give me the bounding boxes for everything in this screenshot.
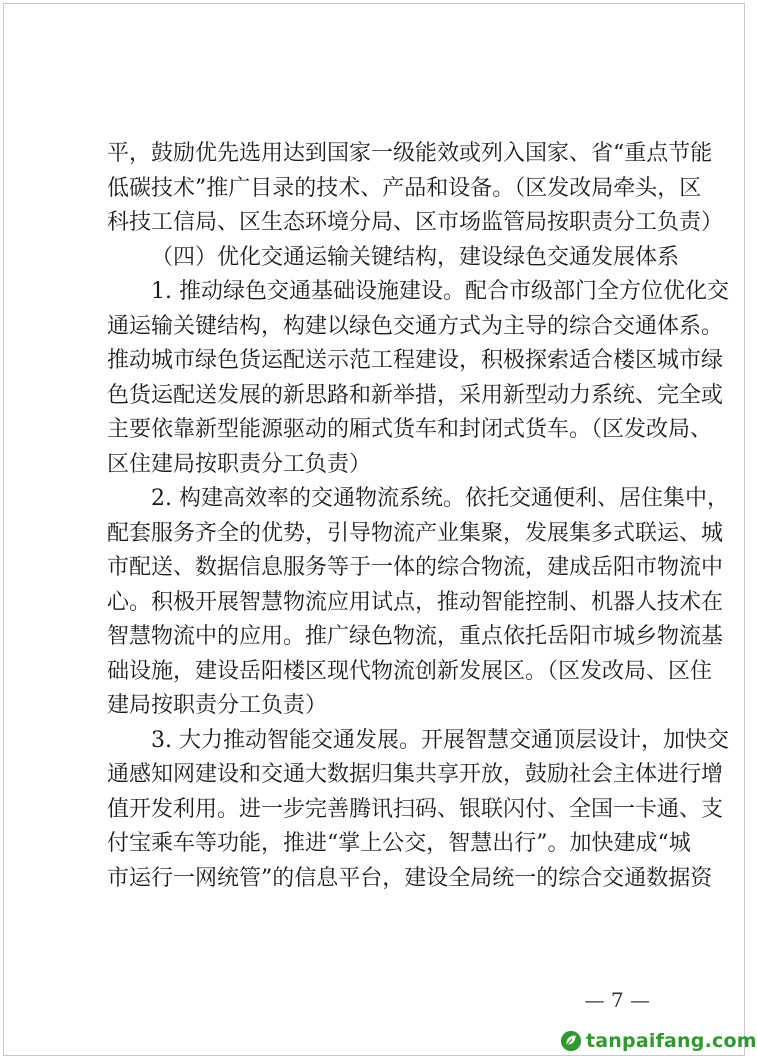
text-line: 通感知网建设和交通大数据归集共享开放，鼓励社会主体进行增: [107, 762, 724, 787]
text-line: 科技工信局、区生态环境分局、区市场监管局按职责分工负责）: [107, 210, 724, 235]
text-line: 智慧物流中的应用。推广绿色物流，重点依托岳阳市城乡物流基: [107, 624, 724, 649]
text-line: 配套服务齐全的优势，引导物流产业集聚，发展集多式联运、城: [107, 520, 724, 546]
text-line: 建局按职责分工负责）: [107, 693, 328, 718]
text-line: 通运输关键结构，构建以绿色交通方式为主导的综合交通体系。: [107, 313, 724, 339]
text-line: 市运行一网统管”的信息平台，建设全局统一的综合交通数据资: [107, 865, 713, 891]
text-line: 低碳技术”推广目录的技术、产品和设备。（区发改局牵头，区: [107, 175, 702, 201]
text-line: 色货运配送发展的新思路和新举措，采用新型动力系统、完全或: [107, 382, 724, 408]
text-line: 推动城市绿色货运配送示范工程建设，积极探索适合楼区城市绿: [107, 348, 724, 373]
text-line: 1. 推动绿色交通基础设施建设。配合市级部门全方位优化交: [151, 279, 729, 304]
text-line: 主要依靠新型能源驱动的厢式货车和封闭式货车。（区发改局、: [107, 417, 713, 442]
text-line: 付宝乘车等功能，推进“掌上公交，智慧出行”。加快建成“城: [107, 831, 691, 856]
section-heading: （四）优化交通运输关键结构，建设绿色交通发展体系: [151, 244, 680, 270]
text-line: 心。积极开展智慧物流应用试点，推动智能控制、机器人技术在: [107, 589, 724, 615]
text-line: 2. 构建高效率的交通物流系统。依托交通便利、居住集中，: [151, 486, 729, 511]
text-line: 值开发利用。进一步完善腾讯扫码、银联闪付、全国一卡通、支: [107, 796, 724, 822]
text-line: 市配送、数据信息服务等于一体的综合物流，建成岳阳市物流中: [107, 555, 724, 580]
text-line: 平，鼓励优先选用达到国家一级能效或列入国家、省“重点节能: [107, 141, 713, 166]
leaf-logo-icon: [560, 1030, 582, 1052]
text-line: 区住建局按职责分工负责）: [107, 451, 372, 477]
watermark-text: tanpaifang.com: [586, 1030, 757, 1052]
document-body: [107, 137, 729, 896]
text-line: 础设施，建设岳阳楼区现代物流创新发展区。（区发改局、区住: [107, 658, 713, 684]
page-number: — 7 —: [584, 988, 650, 1012]
text-line: 3. 大力推动智能交通发展。开展智慧交通顶层设计，加快交: [151, 727, 729, 753]
watermark: [560, 1029, 757, 1053]
